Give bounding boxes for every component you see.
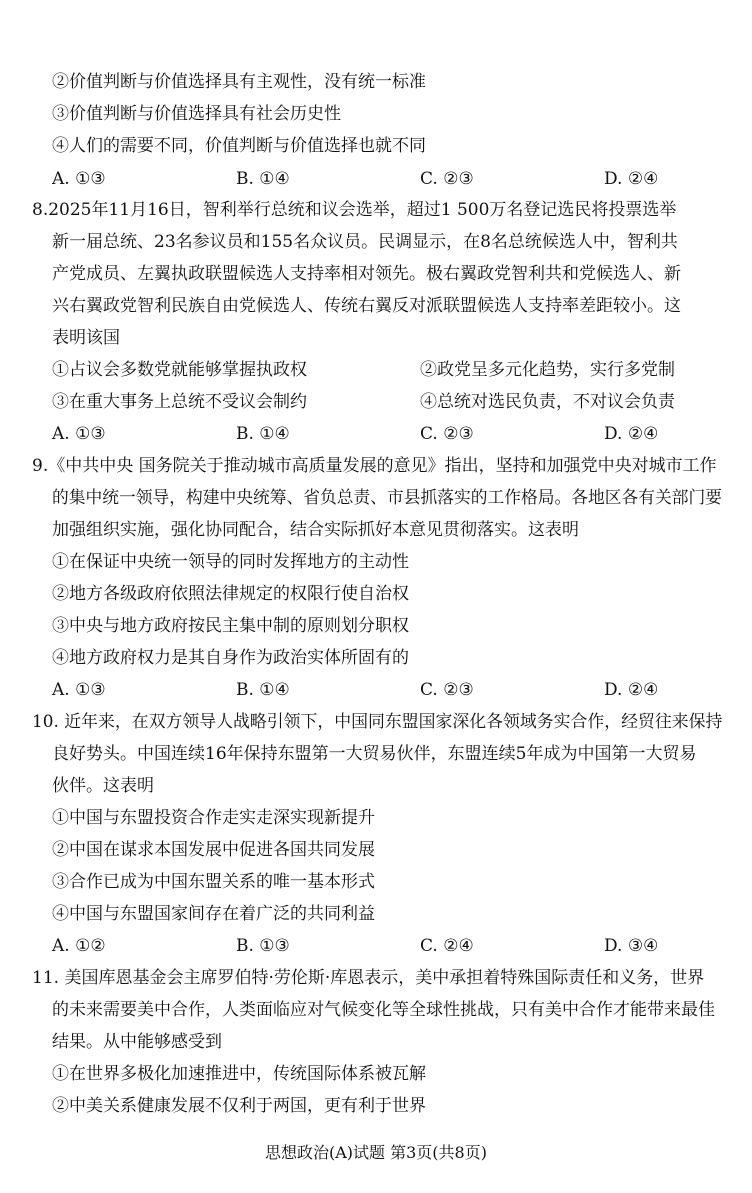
q9-item-2: ②地方各级政府依照法律规定的权限行使自治权 bbox=[52, 584, 409, 604]
q7-option-a: A. ①③ bbox=[52, 169, 106, 189]
q10-option-a: A. ①② bbox=[52, 936, 106, 956]
q9-stem-line: 加强组织实施，强化协同配合，结合实际抓好本意见贯彻落实。这表明 bbox=[52, 520, 579, 540]
q8-stem-line: 产党成员、左翼执政联盟候选人支持率相对领先。极右翼政党智利共和党候选人、新 bbox=[52, 264, 681, 284]
q9-option-a: A. ①③ bbox=[52, 680, 106, 700]
q9-option-c: C. ②③ bbox=[420, 680, 474, 700]
q8-option-c: C. ②③ bbox=[420, 424, 474, 444]
q9-option-d: D. ②④ bbox=[604, 680, 659, 700]
q11-stem-line: 11. 美国库恩基金会主席罗伯特·劳伦斯·库恩表示，美中承担着特殊国际责任和义务，世界 bbox=[32, 968, 705, 988]
q7-item-2: ②价值判断与价值选择具有主观性，没有统一标准 bbox=[52, 72, 426, 92]
q11-item-2: ②中美关系健康发展不仅利于两国，更有利于世界 bbox=[52, 1096, 426, 1116]
q7-item-4: ④人们的需要不同，价值判断与价值选择也就不同 bbox=[52, 136, 426, 156]
q10-item-3: ③合作已成为中国东盟关系的唯一基本形式 bbox=[52, 872, 375, 892]
q10-option-b: B. ①③ bbox=[236, 936, 290, 956]
page-footer: 思想政治(A)试题 第3页(共8页) bbox=[265, 1143, 487, 1162]
q10-stem-line: 良好势头。中国连续16年保持东盟第一大贸易伙伴，东盟连续5年成为中国第一大贸易 bbox=[52, 744, 697, 764]
q11-stem-line: 的未来需要美中合作，人类面临应对气候变化等全球性挑战，只有美中合作才能带来最佳 bbox=[52, 1000, 715, 1020]
q9-item-3: ③中央与地方政府按民主集中制的原则划分职权 bbox=[52, 616, 409, 636]
q10-option-d: D. ③④ bbox=[604, 936, 659, 956]
q8-option-b: B. ①④ bbox=[236, 424, 290, 444]
q11-item-1: ①在世界多极化加速推进中，传统国际体系被瓦解 bbox=[52, 1064, 426, 1084]
q9-option-b: B. ①④ bbox=[236, 680, 290, 700]
q8-stem-line: 8.2025年11月16日，智利举行总统和议会选举，超过1 500万名登记选民将投票选举 bbox=[32, 200, 677, 220]
q10-option-c: C. ②④ bbox=[420, 936, 474, 956]
q11-stem-line: 结果。从中能够感受到 bbox=[52, 1032, 222, 1052]
q7-item-3: ③价值判断与价值选择具有社会历史性 bbox=[52, 104, 341, 124]
q8-item-2: ②政党呈多元化趋势，实行多党制 bbox=[420, 360, 675, 380]
q8-option-d: D. ②④ bbox=[604, 424, 659, 444]
q10-item-2: ②中国在谋求本国发展中促进各国共同发展 bbox=[52, 840, 375, 860]
q8-item-4: ④总统对选民负责，不对议会负责 bbox=[420, 392, 675, 412]
q8-stem-line: 新一届总统、23名参议员和155名众议员。民调显示，在8名总统候选人中，智利共 bbox=[52, 232, 678, 252]
q8-item-3: ③在重大事务上总统不受议会制约 bbox=[52, 392, 307, 412]
q9-stem-line: 的集中统一领导，构建中央统筹、省负总责、市县抓落实的工作格局。各地区各有关部门要 bbox=[52, 488, 723, 508]
q8-stem-line: 表明该国 bbox=[52, 328, 120, 348]
q10-item-1: ①中国与东盟投资合作走实走深实现新提升 bbox=[52, 808, 375, 828]
q8-option-a: A. ①③ bbox=[52, 424, 106, 444]
q7-option-c: C. ②③ bbox=[420, 169, 474, 189]
q9-item-1: ①在保证中央统一领导的同时发挥地方的主动性 bbox=[52, 552, 409, 572]
q8-stem-line: 兴右翼政党智利民族自由党候选人、传统右翼反对派联盟候选人支持率差距较小。这 bbox=[52, 296, 681, 316]
q9-item-4: ④地方政府权力是其自身作为政治实体所固有的 bbox=[52, 648, 409, 668]
q9-stem-line: 9.《中共中央 国务院关于推动城市高质量发展的意见》指出，坚持和加强党中央对城市工作 bbox=[32, 456, 717, 476]
q7-option-b: B. ①④ bbox=[236, 169, 290, 189]
q10-item-4: ④中国与东盟国家间存在着广泛的共同利益 bbox=[52, 904, 375, 924]
q10-stem-line: 伙伴。这表明 bbox=[52, 776, 154, 796]
q8-item-1: ①占议会多数党就能够掌握执政权 bbox=[52, 360, 307, 380]
q10-stem-line: 10. 近年来，在双方领导人战略引领下，中国同东盟国家深化各领域务实合作，经贸往来保持 bbox=[32, 712, 723, 732]
q7-option-d: D. ②④ bbox=[604, 169, 659, 189]
